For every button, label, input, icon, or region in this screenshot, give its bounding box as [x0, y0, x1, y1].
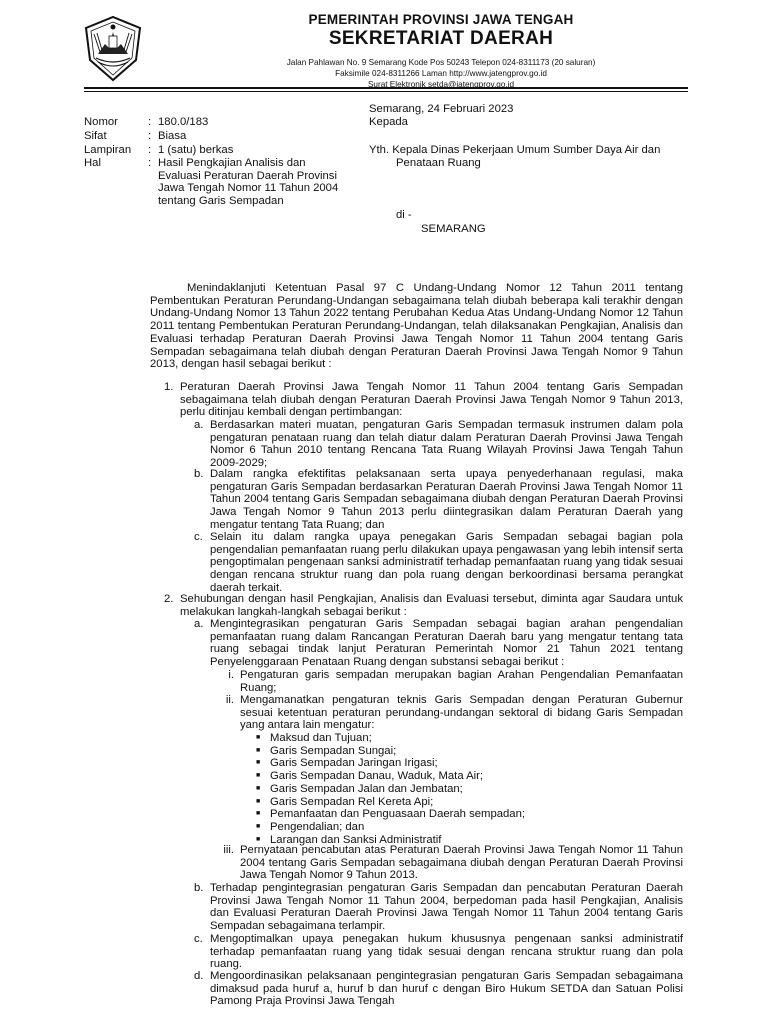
bullet-item: [256, 796, 676, 809]
list-marker: a.: [194, 419, 204, 431]
meta-colon: :: [148, 116, 152, 128]
meta-label: Sifat: [84, 130, 107, 142]
letterhead: [150, 12, 732, 90]
list-item-2: [164, 593, 683, 618]
letterhead-office: SEKRETARIAT DAERAH: [328, 28, 554, 49]
list-text: Berdasarkan materi muatan, pengaturan Garis Sempadan termasuk instrumen dalam pola pengaturan penataan ruang dan telah diatur dalam Peraturan Daerah Provinsi Jawa Tengah Nomor 6 Tahun 2010 tentang Rencana Tata Ruang Wilayah Provinsi Jawa Tengah Tahun 2009-2029;: [210, 419, 683, 470]
meta-nomor: [84, 116, 363, 129]
list-item-1c: [194, 531, 683, 595]
bullet-item: [256, 821, 676, 834]
letterhead-government: PEMERINTAH PROVINSI JAWA TENGAH: [308, 12, 574, 27]
coat-of-arms-logo: [78, 14, 148, 84]
list-item-2b: [194, 882, 683, 933]
meta-label: Lampiran: [84, 144, 132, 156]
meta-colon: :: [148, 157, 152, 169]
di-label: di -: [396, 209, 412, 221]
hal-line: tentang Garis Sempadan: [158, 195, 284, 208]
bullet-item: [256, 783, 676, 796]
bullet-item: [256, 770, 676, 783]
list-marker: c.: [194, 531, 203, 543]
meta-hal: [84, 157, 363, 208]
list-item-2a: [194, 618, 683, 669]
list-text: Peraturan Daerah Provinsi Jawa Tengah Nomor 11 Tahun 2004 tentang Garis Sempadan sebagaimana telah diubah dengan Peraturan Daerah Provinsi Jawa Tengah Nomor 9 Tahun 2013, perlu ditinjau kembali dengan pertimbangan:: [180, 381, 683, 419]
list-marker: ii.: [225, 694, 234, 706]
intro-paragraph: Menindaklanjuti Ketentuan Pasal 97 C Undang-Undang Nomor 12 Tahun 2011 tentang Pembentukan Peraturan Perundang-Undangan sebagaimana telah diubah beberapa kali terakhir dengan Undang-Undang Nomor 13 Tahun 2022 tentang Perubahan Kedua Atas Undang-Undang Nomor 12 Tahun 2011 tentang Pembentukan Peraturan Perundang-Undangan, telah dilaksanakan Pengkajian, Analisis dan Evaluasi terhadap Peraturan Daerah Provinsi Jawa Tengah Nomor 11 Tahun 2004 tentang Garis Sempadan sebagaimana telah diubah dengan Peraturan Daerah Provinsi Jawa Tengah Nomor 9 Tahun 2013, dengan hasil sebagai berikut :: [150, 282, 683, 371]
letterhead-rule-thick: [84, 87, 688, 89]
list-item-1: [164, 381, 683, 419]
bullet-text: Garis Sempadan Rel Kereta Api;: [270, 795, 434, 808]
meta-lampiran: [84, 144, 363, 157]
bullet-item: [256, 808, 676, 821]
letterhead-rule-thin: [84, 91, 688, 92]
list-text: Mengoptimalkan upaya penegakan hukum khususnya pengenaan sanksi administratif terhadap pemanfaatan ruang yang tidak sesuai dengan rencana struktur ruang dan pola ruang.: [210, 933, 683, 971]
list-marker: 2.: [164, 593, 174, 605]
bullet-item: [256, 757, 676, 770]
hal-line: Hasil Pengkajian Analisis dan: [158, 157, 306, 169]
bullet-icon: ■: [256, 734, 261, 741]
bullet-text: Larangan dan Sanksi Administratif: [270, 833, 442, 846]
recipient-address: [369, 144, 689, 169]
list-marker: 1.: [164, 381, 174, 393]
bullet-text: Maksud dan Tujuan;: [270, 732, 372, 744]
meta-colon: :: [148, 144, 152, 156]
bullet-icon: ■: [256, 797, 261, 805]
list-text: Mengintegrasikan pengaturan Garis Sempadan sebagai bagian arahan pengendalian pemanfaatan ruang dalam Rancangan Peraturan Daerah baru yang mengatur tentang tata ruang sebagai tindak lanjut Peraturan Pemerintah Nomor 21 Tahun 2021 tentang Penyelenggaraan Penataan Ruang dengan substansi sebagai berikut :: [210, 618, 683, 669]
meta-colon: :: [148, 130, 152, 142]
list-text: Mengamanatkan pengaturan teknis Garis Sempadan dengan Peraturan Gubernur sesuai ketentuan peraturan perundang-undangan sektoral di bidang Garis Sempadan yang antara lain mengatur:: [240, 694, 683, 732]
list-text: Pernyataan pencabutan atas Peraturan Daerah Provinsi Jawa Tengah Nomor 11 Tahun 2004 tentang Garis Sempadan sebagaimana diubah dengan Peraturan Daerah Provinsi Jawa Tengah Nomor 9 Tahun 2013.: [240, 844, 683, 882]
bullet-text: Pemanfaatan dan Penguasaan Daerah sempadan;: [270, 808, 525, 821]
bullet-list: [256, 732, 676, 846]
list-text: Selain itu dalam rangka upaya penegakan Garis Sempadan sebagai bagian pola pengendalian pemanfaatan ruang perlu dilakukan upaya pengawasan yang lebih intensif serta pengoptimalan pengenaan sanksi administratif terhadap pemanfaatan ruang yang tidak sesuai dengan rencana struktur ruang dan pola ruang dengan berkoordinasi bersama perangkat daerah terkait.: [210, 531, 683, 594]
list-marker: b.: [194, 882, 204, 894]
letter-date: Semarang, 24 Februari 2023: [369, 103, 514, 115]
meta-label: Nomor: [84, 116, 118, 128]
bullet-text: Garis Sempadan Jaringan Irigasi;: [270, 757, 438, 770]
meta-sifat: [84, 130, 363, 143]
hal-line: Jawa Tengah Nomor 11 Tahun 2004: [158, 182, 339, 195]
list-marker: i.: [228, 669, 234, 681]
bullet-icon: ■: [256, 822, 261, 830]
list-item-2a-iii: [216, 844, 683, 882]
list-marker: iii.: [223, 844, 234, 856]
meta-value: Biasa: [158, 130, 187, 142]
meta-value: [158, 157, 363, 208]
list-text: Mengoordinasikan pelaksanaan pengintegrasian pengaturan Garis Sempadan sebagaimana dimaksud pada huruf a, huruf b dan huruf c dengan Biro Hukum SETDA dan Satuan Polisi Pamong Praja Provinsi Jawa Tengah: [210, 970, 683, 1008]
meta-value: 180.0/183: [158, 116, 209, 128]
list-item-2a-ii: [216, 694, 683, 732]
bullet-icon: ■: [256, 810, 261, 818]
meta-label: Hal: [84, 157, 101, 169]
bullet-text: Garis Sempadan Jalan dan Jembatan;: [270, 782, 463, 795]
list-text: Terhadap pengintegrasian pengaturan Garis Sempadan dan pencabutan Peraturan Daerah Provinsi Jawa Tengah Nomor 11 Tahun 2004, berpedoman pada hasil Pengkajian, Analisis dan Evaluasi Peraturan Daerah Provinsi Jawa Tengah Nomor 11 Tahun 2004 tentang Garis Sempadan sebagaimana terlampir.: [210, 882, 683, 933]
bullet-icon: ■: [256, 746, 261, 754]
bullet-item: [256, 745, 676, 758]
meta-value: 1 (satu) berkas: [158, 144, 234, 156]
recipient-city: SEMARANG: [421, 223, 486, 235]
bullet-text: Garis Sempadan Sungai;: [270, 744, 397, 757]
list-text: Pengaturan garis sempadan merupakan bagian Arahan Pengendalian Pemanfaatan Ruang;: [240, 669, 683, 694]
bullet-text: Garis Sempadan Danau, Waduk, Mata Air;: [270, 770, 484, 783]
list-item-2d: [194, 970, 683, 1008]
list-marker: a.: [194, 618, 204, 630]
letterhead-address: [150, 57, 732, 90]
list-text: Dalam rangka efektifitas pelaksanaan serta upaya penyederhanaan regulasi, maka pengaturan Garis Sempadan berdasarkan Peraturan Daerah Provinsi Jawa Tengah Nomor 11 Tahun 2004 tentang Garis Sempadan sebagaimana diubah dengan Peraturan Daerah Provinsi Jawa Tengah Nomor 9 Tahun 2013 perlu diintegrasikan dalam Peraturan Daerah yang mengatur tentang Tata Ruang; dan: [210, 468, 683, 531]
recipient-line: Yth. Kepala Dinas Pekerjaan Umum Sumber Daya Air dan: [369, 144, 661, 156]
list-marker: b.: [194, 468, 204, 480]
address-line: Faksimile 024-8311266 Laman http://www.jatengprov.go.id: [335, 69, 547, 78]
list-item-2c: [194, 933, 683, 971]
list-item-1a: [194, 419, 683, 470]
hal-line: Evaluasi Peraturan Daerah Provinsi: [158, 169, 337, 182]
bullet-icon: ■: [256, 835, 261, 843]
bullet-icon: ■: [256, 772, 261, 780]
list-item-1b: [194, 468, 683, 532]
address-line: Surat Elektronik setda@jatengprov.go.id: [367, 80, 515, 89]
kepada-label: Kepada: [369, 116, 408, 128]
address-line: Jalan Pahlawan No. 9 Semarang Kode Pos 50243 Telepon 024-8311173 (20 saluran): [286, 58, 596, 67]
list-marker: c.: [194, 933, 203, 945]
list-marker: d.: [194, 970, 204, 982]
bullet-icon: ■: [256, 759, 261, 767]
bullet-icon: ■: [256, 784, 261, 792]
recipient-line: Penataan Ruang: [396, 156, 481, 169]
bullet-text: Pengendalian; dan: [270, 820, 365, 833]
list-text: Sehubungan dengan hasil Pengkajian, Analisis dan Evaluasi tersebut, diminta agar Saudara untuk melakukan langkah-langkah sebagai berikut :: [180, 593, 683, 618]
bullet-item: [256, 732, 676, 745]
list-item-2a-i: [216, 669, 683, 694]
